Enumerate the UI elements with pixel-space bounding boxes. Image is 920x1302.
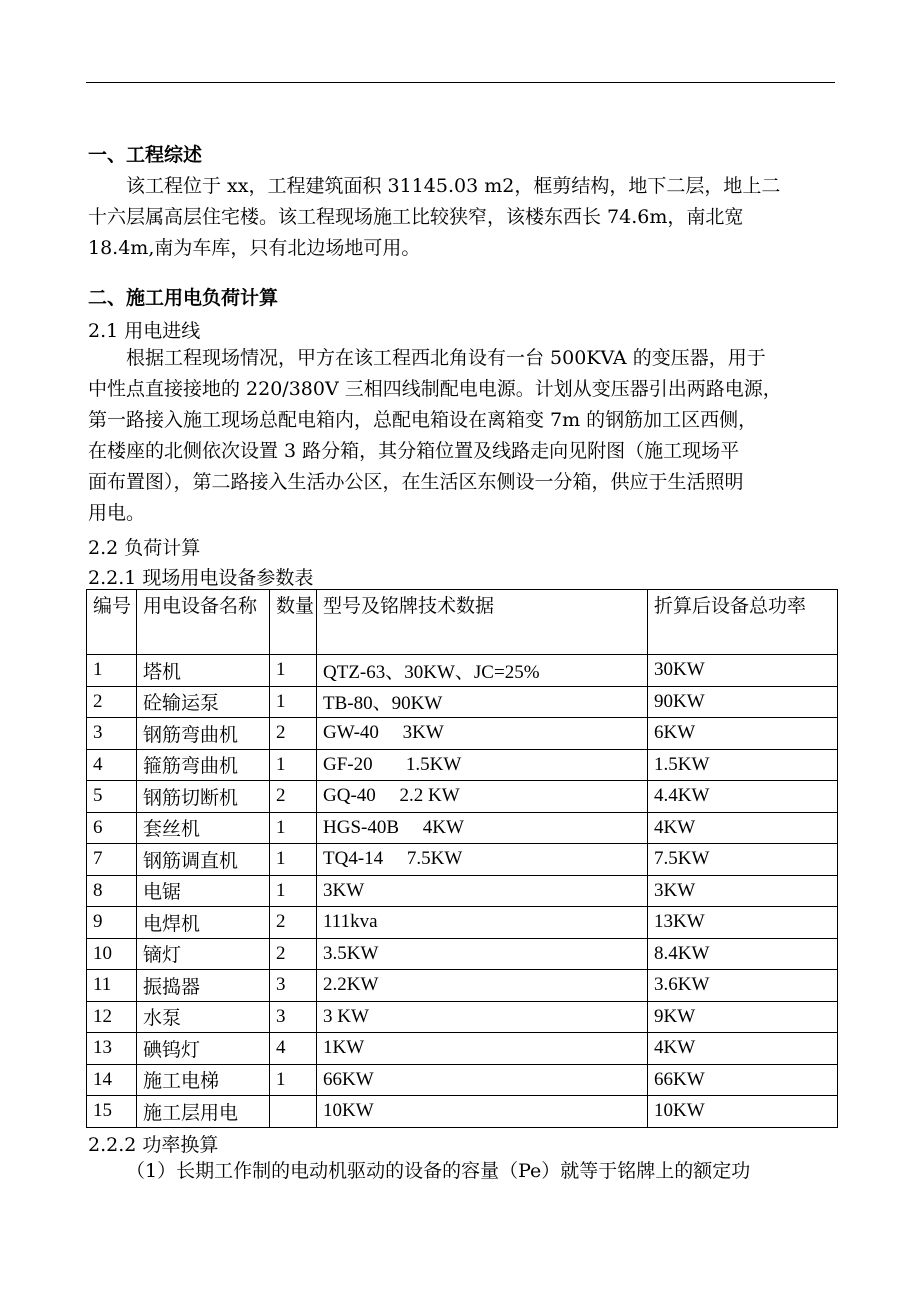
cell-number: 2 (87, 686, 137, 718)
cell-power: 30KW (648, 655, 838, 687)
section-2-2-2-paragraph (88, 1156, 833, 1187)
cell-power: 90KW (648, 686, 838, 718)
cell-equipment: 钢筋弯曲机 (137, 718, 270, 750)
cell-model: TB-80、90KW (317, 686, 648, 718)
cell-power: 4.4KW (648, 781, 838, 813)
paragraph-line: 18.4m,南为车库，只有北边场地可用。 (88, 237, 421, 259)
cell-quantity: 1 (270, 875, 317, 907)
cell-equipment: 砼输运泵 (137, 686, 270, 718)
table-row (87, 1001, 838, 1033)
cell-number: 5 (87, 781, 137, 813)
table-row (87, 1096, 838, 1128)
cell-model: 66KW (317, 1064, 648, 1096)
cell-number: 4 (87, 749, 137, 781)
header-cell-equipment: 用电设备名称 (137, 590, 270, 655)
cell-model: QTZ-63、30KW、JC=25% (317, 655, 648, 687)
table-row (87, 844, 838, 876)
cell-power: 66KW (648, 1064, 838, 1096)
cell-number: 13 (87, 1033, 137, 1065)
cell-power: 3.6KW (648, 970, 838, 1002)
cell-quantity: 2 (270, 938, 317, 970)
header-cell-model: 型号及铭牌技术数据 (317, 590, 648, 655)
cell-equipment: 施工层用电 (137, 1096, 270, 1128)
cell-model: 3KW (317, 875, 648, 907)
table-row (87, 938, 838, 970)
table-body (87, 655, 838, 1128)
cell-number: 11 (87, 970, 137, 1002)
cell-power: 4KW (648, 812, 838, 844)
cell-equipment: 碘钨灯 (137, 1033, 270, 1065)
cell-equipment: 镝灯 (137, 938, 270, 970)
cell-number: 1 (87, 655, 137, 687)
section-1-heading: 一、工程综述 (88, 144, 203, 166)
cell-equipment: 箍筋弯曲机 (137, 749, 270, 781)
cell-power: 4KW (648, 1033, 838, 1065)
cell-model: 2.2KW (317, 970, 648, 1002)
table-row (87, 655, 838, 687)
cell-quantity (270, 1096, 317, 1128)
table-row (87, 686, 838, 718)
cell-quantity: 2 (270, 781, 317, 813)
subsection-2-2-2-heading: 2.2.2 功率换算 (88, 1134, 219, 1156)
cell-model: 10KW (317, 1096, 648, 1128)
table-row (87, 907, 838, 939)
cell-model: 3.5KW (317, 938, 648, 970)
cell-equipment: 钢筋切断机 (137, 781, 270, 813)
subsection-2-1-heading: 2.1 用电进线 (88, 320, 201, 342)
paragraph-line: 中性点直接接地的 220/380V 三相四线制配电电源。计划从变压器引出两路电源， (88, 378, 782, 400)
table-row (87, 749, 838, 781)
cell-quantity: 1 (270, 844, 317, 876)
cell-power: 8.4KW (648, 938, 838, 970)
cell-quantity: 2 (270, 718, 317, 750)
cell-power: 1.5KW (648, 749, 838, 781)
cell-equipment: 施工电梯 (137, 1064, 270, 1096)
header-cell-power: 折算后设备总功率 (648, 590, 838, 655)
cell-quantity: 3 (270, 1001, 317, 1033)
section-1-paragraph (88, 171, 833, 264)
cell-power: 3KW (648, 875, 838, 907)
cell-model: 1KW (317, 1033, 648, 1065)
header-cell-number: 编号 (87, 590, 137, 655)
cell-equipment: 塔机 (137, 655, 270, 687)
cell-number: 3 (87, 718, 137, 750)
cell-number: 15 (87, 1096, 137, 1128)
table-row (87, 812, 838, 844)
cell-quantity: 1 (270, 749, 317, 781)
cell-number: 6 (87, 812, 137, 844)
equipment-table (86, 589, 838, 1128)
cell-power: 7.5KW (648, 844, 838, 876)
cell-number: 7 (87, 844, 137, 876)
paragraph-line: （1）长期工作制的电动机驱动的设备的容量（Pe）就等于铭牌上的额定功 (126, 1160, 751, 1182)
cell-quantity: 3 (270, 970, 317, 1002)
cell-equipment: 振捣器 (137, 970, 270, 1002)
paragraph-line: 面布置图），第二路接入生活办公区，在生活区东侧设一分箱，供应于生活照明 (88, 471, 744, 493)
paragraph-line: 根据工程现场情况，甲方在该工程西北角设有一台 500KVA 的变压器，用于 (126, 347, 766, 369)
paragraph-line: 用电。 (88, 502, 146, 524)
cell-quantity: 1 (270, 655, 317, 687)
table-row (87, 970, 838, 1002)
header-cell-quantity: 数量 (270, 590, 317, 655)
cell-quantity: 1 (270, 812, 317, 844)
cell-number: 9 (87, 907, 137, 939)
cell-model: HGS-40B 4KW (317, 812, 648, 844)
cell-quantity: 2 (270, 907, 317, 939)
paragraph-line: 该工程位于 xx，工程建筑面积 31145.03 m2，框剪结构，地下二层，地上二 (126, 175, 781, 197)
cell-model: 111kva (317, 907, 648, 939)
table-row (87, 718, 838, 750)
cell-power: 9KW (648, 1001, 838, 1033)
cell-model: 3 KW (317, 1001, 648, 1033)
cell-model: GQ-40 2.2 KW (317, 781, 648, 813)
cell-model: GW-40 3KW (317, 718, 648, 750)
cell-equipment: 水泵 (137, 1001, 270, 1033)
paragraph-line: 在楼座的北侧依次设置 3 路分箱，其分箱位置及线路走向见附图（施工现场平 (88, 440, 740, 462)
cell-model: GF-20 1.5KW (317, 749, 648, 781)
section-2-heading: 二、施工用电负荷计算 (88, 287, 279, 309)
cell-equipment: 钢筋调直机 (137, 844, 270, 876)
table-caption: 2.2.1 现场用电设备参数表 (88, 567, 314, 589)
cell-number: 12 (87, 1001, 137, 1033)
cell-equipment: 电焊机 (137, 907, 270, 939)
cell-model: TQ4-14 7.5KW (317, 844, 648, 876)
paragraph-line: 十六层属高层住宅楼。该工程现场施工比较狭窄，该楼东西长 74.6m，南北宽 (88, 206, 744, 228)
paragraph-line: 第一路接入施工现场总配电箱内，总配电箱设在离箱变 7m 的钢筋加工区西侧， (88, 409, 758, 431)
table-row (87, 1033, 838, 1065)
cell-power: 10KW (648, 1096, 838, 1128)
cell-number: 10 (87, 938, 137, 970)
cell-equipment: 电锯 (137, 875, 270, 907)
table-row (87, 1064, 838, 1096)
cell-quantity: 1 (270, 1064, 317, 1096)
cell-power: 6KW (648, 718, 838, 750)
table-header-row (87, 590, 838, 655)
subsection-2-2-heading: 2.2 负荷计算 (88, 537, 201, 559)
cell-power: 13KW (648, 907, 838, 939)
table-row (87, 875, 838, 907)
cell-number: 8 (87, 875, 137, 907)
header-rule (86, 82, 835, 83)
cell-number: 14 (87, 1064, 137, 1096)
cell-quantity: 4 (270, 1033, 317, 1065)
section-2-1-paragraph (88, 343, 833, 529)
table-row (87, 781, 838, 813)
cell-quantity: 1 (270, 686, 317, 718)
cell-equipment: 套丝机 (137, 812, 270, 844)
